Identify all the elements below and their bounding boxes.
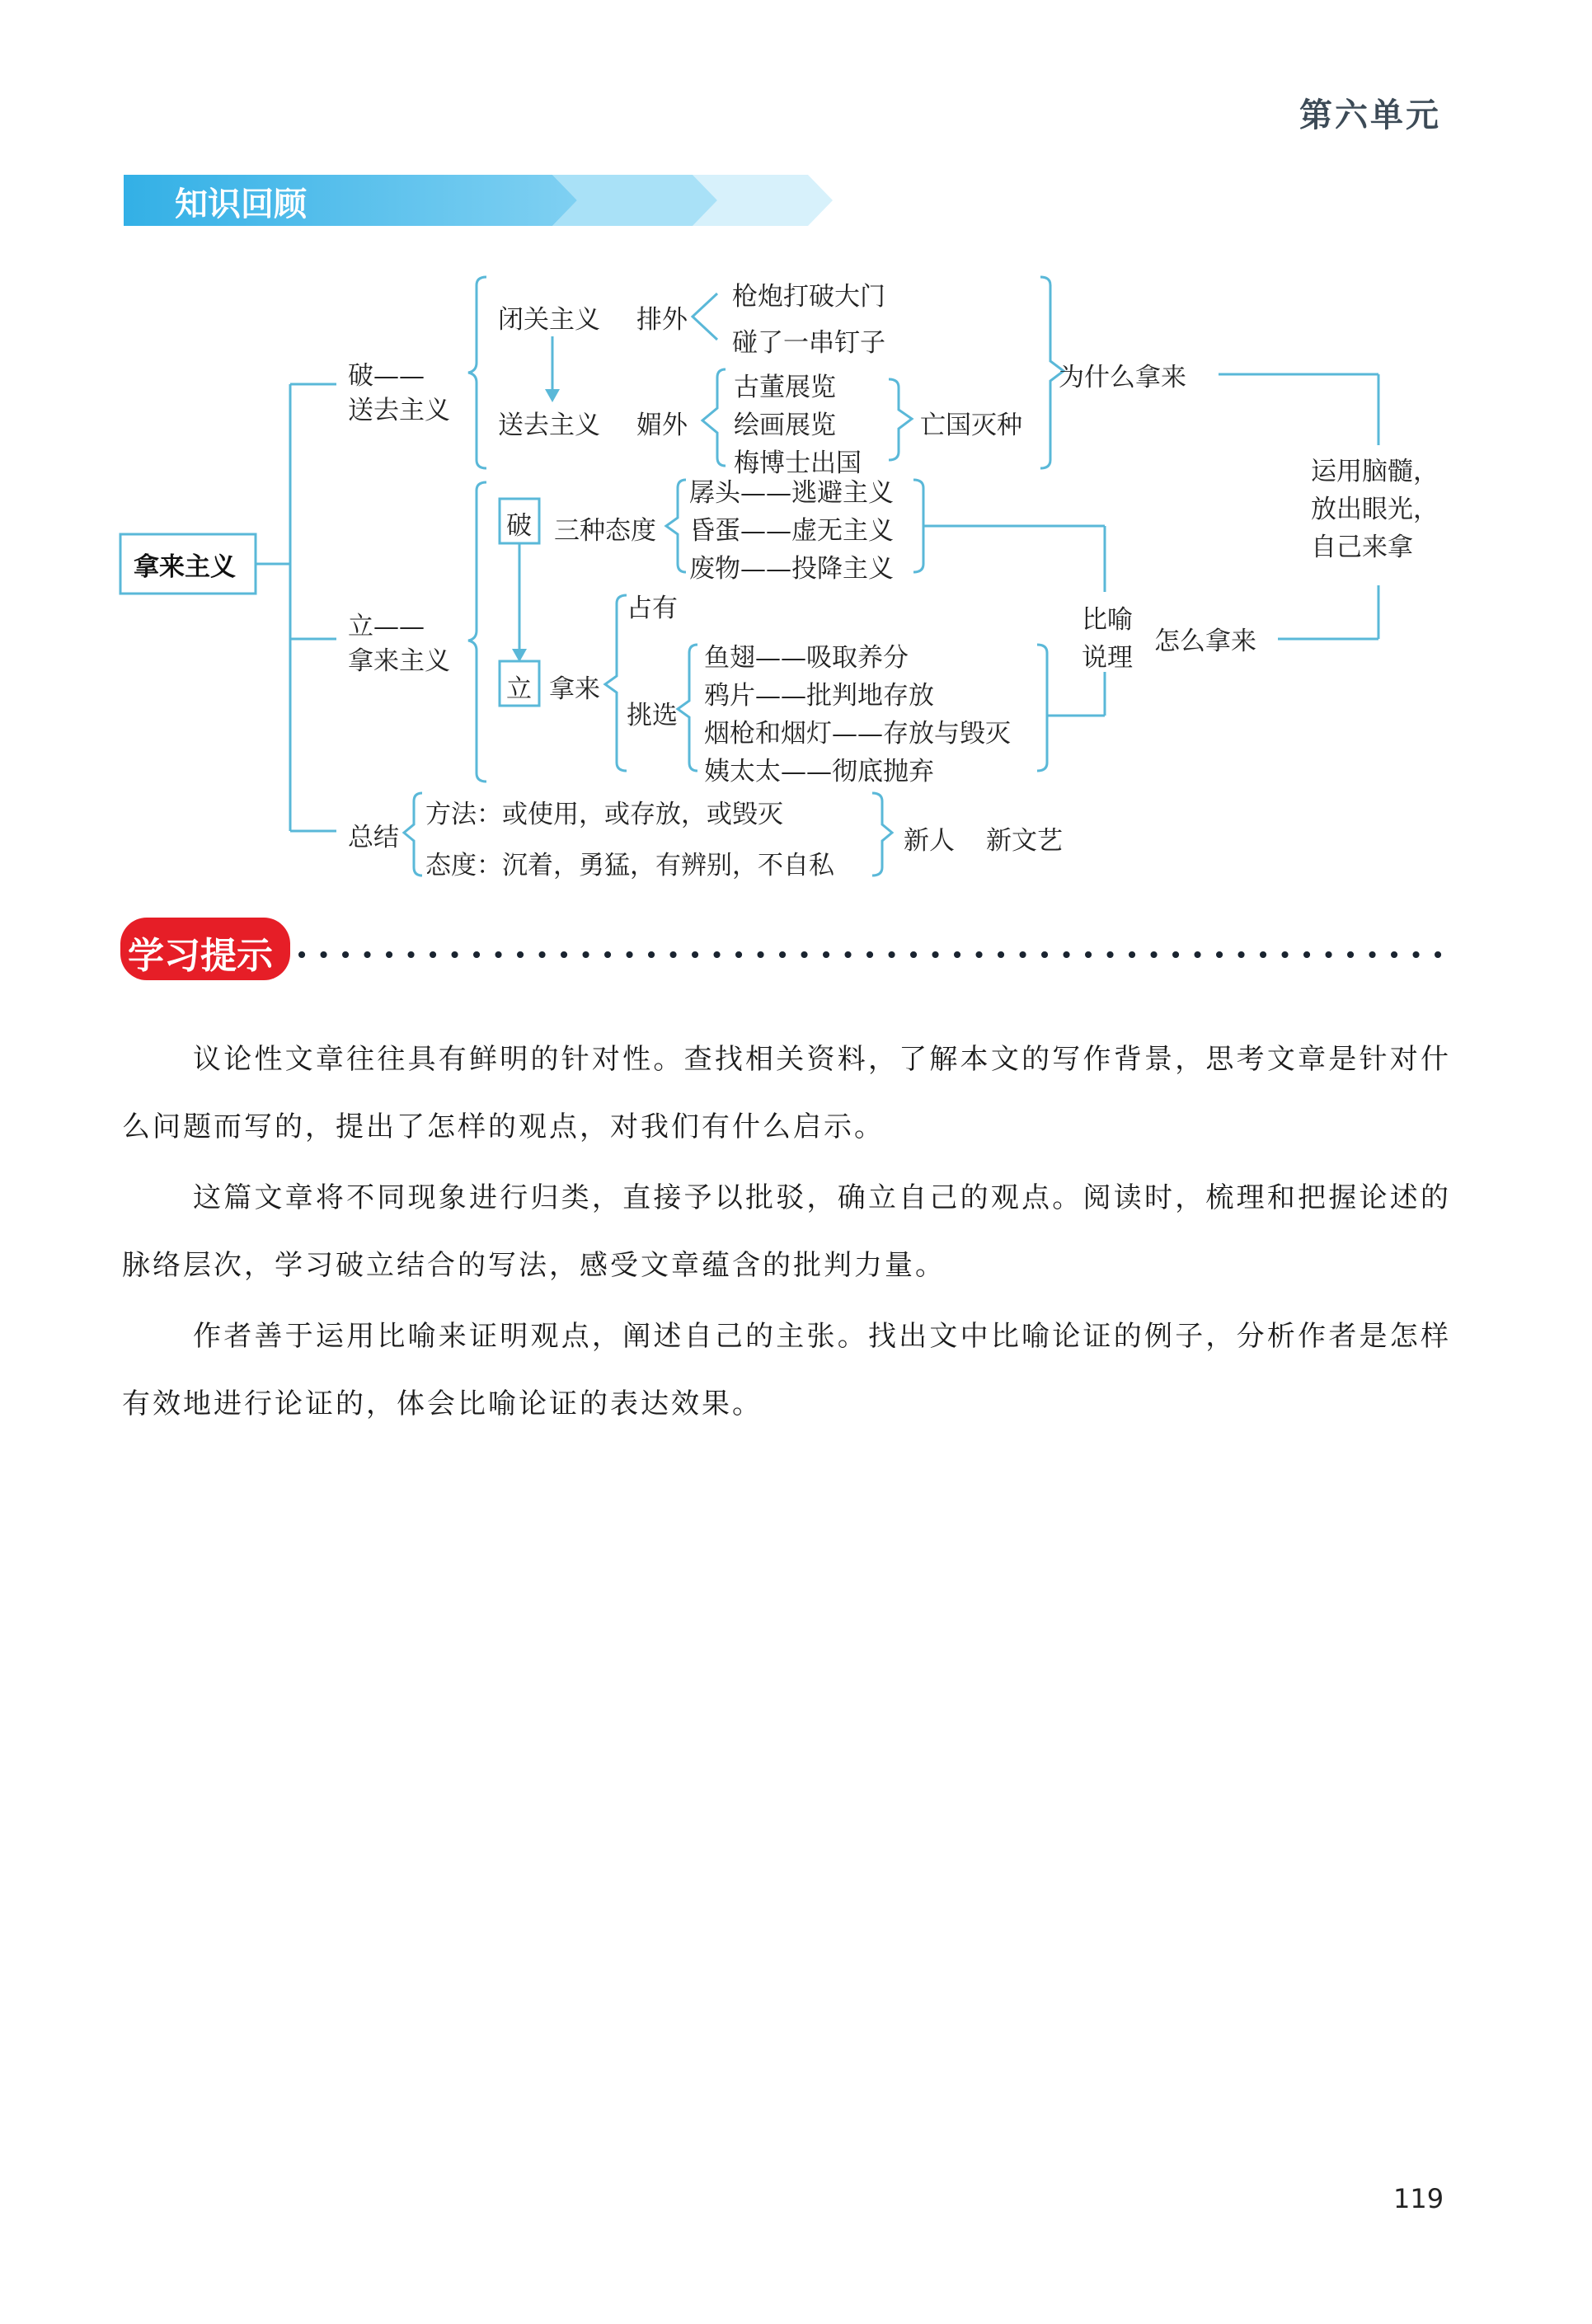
tip-paragraph: 作者善于运用比喻来证明观点，阐述自己的主张。找出文中比喻论证的例子，分析作者是怎样有效地进行论证的，体会比喻论证的表达效果。 [122,1320,1451,1420]
why-label: 为什么拿来 [1059,363,1186,392]
method-line: 方法：或使用，或存放，或毁灭 [425,800,783,829]
po-label: 破—— [348,361,425,391]
metaphor-label: 说理 [1082,643,1133,673]
meiwai-item: 梅博士出国 [734,448,862,478]
section-title-tips: 学习提示 [128,935,273,977]
how-label: 怎么拿来 [1154,627,1256,656]
page-number: 119 [1393,2183,1444,2214]
conclusion-line: 自己来拿 [1311,533,1413,562]
select-item: 烟枪和烟灯——存放与毁灭 [704,719,1011,749]
tip-paragraph: 这篇文章将不同现象进行归类，直接予以批驳，确立自己的观点。阅读时，梳理和把握论述的脉络层次，学习破立结合的写法，感受文章蕴含的批判力量。 [122,1181,1451,1282]
li-label: 立—— [348,612,425,641]
conclusion-line: 放出眼光， [1311,495,1439,524]
biguan-label: 闭关主义 [498,305,600,335]
attitude-item: 孱头——逃避主义 [689,478,894,508]
xinwenyi-label: 新文艺 [986,826,1063,856]
meiwai-label: 媚外 [636,411,688,440]
zhanyou-label: 占有 [627,594,678,623]
nalai-label: 拿来 [549,674,600,704]
meiwai-item: 古董展览 [734,373,836,402]
wangguo-label: 亡国灭种 [920,411,1022,440]
summary-label: 总结 [348,823,399,852]
metaphor-label: 比喻 [1082,605,1133,635]
xinren-label: 新人 [904,826,955,856]
dotted-rule [297,946,1451,963]
attitude-item: 昏蛋——虚无主义 [689,516,894,546]
root-label: 拿来主义 [134,552,236,582]
po-box-label: 破 [506,511,532,541]
meiwai-item: 绘画展览 [734,411,836,440]
attitude-line: 态度：沉着，勇猛，有辨别，不自私 [425,851,834,880]
songqu-label: 送去主义 [498,411,600,440]
li-box-label: 立 [506,674,532,704]
paiwai-label: 排外 [636,305,688,335]
attitude-item: 废物——投降主义 [689,554,894,584]
select-item: 姨太太——彻底抛弃 [704,757,934,786]
unit-title: 第六单元 [1299,96,1441,134]
three-attitudes-label: 三种态度 [554,516,656,546]
po-label-sub: 送去主义 [348,396,450,425]
tip-paragraph: 议论性文章往往具有鲜明的针对性。查找相关资料，了解本文的写作背景，思考文章是针对什么问题而写的，提出了怎样的观点，对我们有什么启示。 [122,1043,1451,1143]
paiwai-item: 碰了一串钉子 [732,328,885,358]
li-label-sub: 拿来主义 [348,646,450,676]
tiaoxuan-label: 挑选 [627,701,678,730]
select-item: 鱼翅——吸取养分 [704,643,909,673]
paiwai-item: 枪炮打破大门 [732,282,885,312]
section-title-review: 知识回顾 [175,185,307,223]
conclusion-line: 运用脑髓， [1311,457,1439,486]
select-item: 鸦片——批判地存放 [704,681,934,711]
